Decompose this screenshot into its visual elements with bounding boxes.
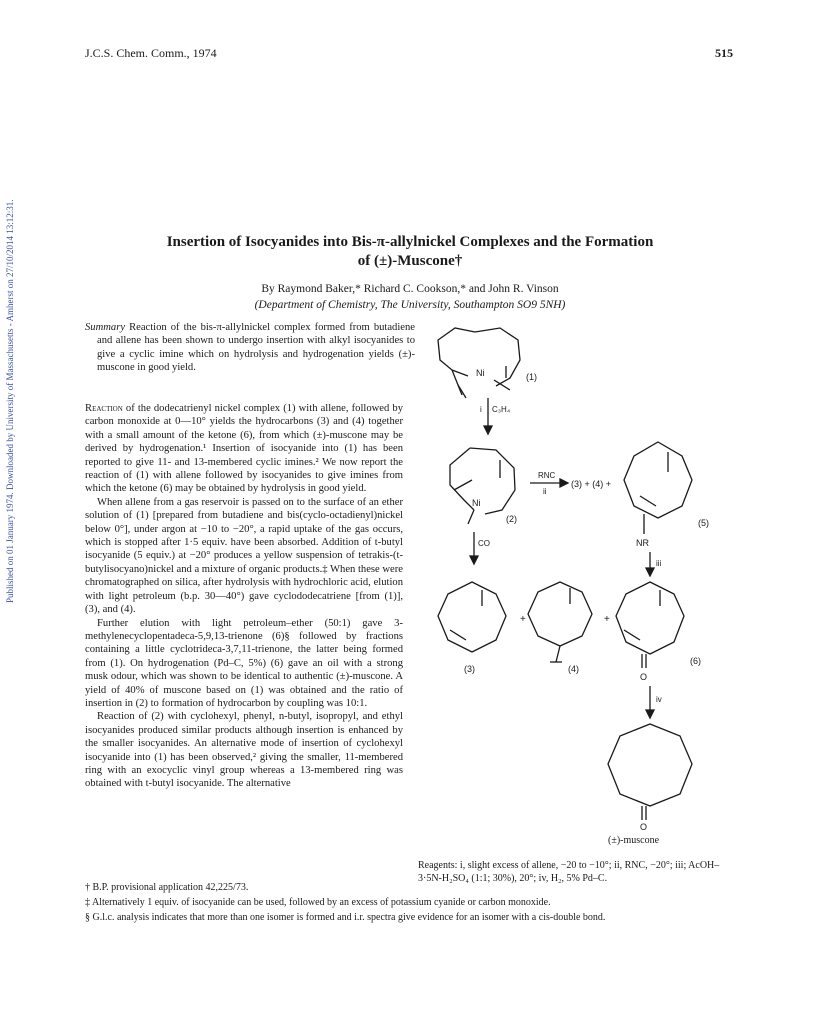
imine-nr-label: NR <box>636 538 649 548</box>
plus-sign-2: + <box>604 614 610 625</box>
nickel-label-2: Ni <box>472 498 481 508</box>
muscone-structure <box>608 724 692 820</box>
title-line-1: Insertion of Isocyanides into Bis-π-allylnickel Complexes and the Formation <box>166 234 654 250</box>
scheme-caption: Reagents: i, slight excess of allene, −20 to −10°; ii, RNC, −20°; iii; AcOH–3·5N-H₂SO₄ (1:1; 30%), 20°; iv, H₂, 5% Pd–C. <box>418 860 720 884</box>
arrow-head-i <box>484 426 492 434</box>
compound-1-structure <box>438 328 520 398</box>
title-line-2: of (±)-Muscone† <box>357 253 463 269</box>
muscone-label: (±)-muscone <box>608 835 660 846</box>
compound-5-label: (5) <box>698 518 709 528</box>
compound-4-label: (4) <box>568 664 579 674</box>
summary-label: Summary <box>85 322 126 333</box>
compound-4-structure <box>528 582 592 662</box>
reagent-rnc: RNC <box>538 471 556 480</box>
compound-3-label: (3) <box>464 664 475 674</box>
ketone-oxygen-6: O <box>640 672 648 682</box>
step-ii-label: ii <box>543 487 547 496</box>
body-text <box>85 402 403 791</box>
paragraph-1-text: of the dodecatrienyl nickel complex (1) with allene, followed by carbon monoxide at 0—10° yields the hydrocarbons (3) and (4) together with a small amount of the ketone (6), from which (±)-muscone may be derived by hydrogenation.¹ Insertion of isocyanide into (1) has been reported to give 11- and 13-membered cyclic imines.² We now report the reaction of (1) with allene followed by isocyanides to give imines from which the ketone (6) may be obtained by hydrolysis in good yield. <box>85 403 403 495</box>
paragraph-3: Further elution with light petroleum–ether (50:1) gave 3-methylenecyclopentadeca-5,9,13-trienone (6)§ followed by fractions containing a little cyclotrideca-3,7,11-trienone, the latter being formed from (1). On hydrogenation (Pd–C, 5%) (6) gave an oil with a strong musk odour, which was shown to be identical to authentic (±)-muscone. A yield of 40% of muscone based on (1) was obtained and the ratio of insertion in (2) to formation of hydrocarbon by coupling was 10:1. <box>85 617 403 709</box>
nickel-label-1: Ni <box>476 368 485 378</box>
muscone-oxygen: O <box>640 822 648 832</box>
summary-text: Reaction of the bis-π-allylnickel complex formed from butadiene and allene has been shown to undergo insertion with alkyl isocyanides to give a cyclic imine which on hydrolysis and hydrogenation yields (±)-muscone in good yield. <box>97 322 415 374</box>
download-watermark: Published on 01 January 1974. Downloaded by University of Massachusetts - Amherst on 27/10/2014 13:12:31. <box>5 199 15 603</box>
compound-2-structure <box>450 448 515 524</box>
step-iii-label: iii <box>656 559 662 568</box>
footnote-double-dagger: ‡ Alternatively 1 equiv. of isocyanide can be used, followed by an excess of potassium cyanide or carbon monoxide. <box>85 897 551 908</box>
reagent-co: CO <box>478 539 490 548</box>
summary-block <box>85 321 415 375</box>
compound-3-structure <box>438 582 506 652</box>
compound-5-structure <box>624 442 692 534</box>
step-iv-label: iv <box>656 695 662 704</box>
compound-6-structure <box>616 582 684 668</box>
arrow-head-iv <box>646 710 654 718</box>
paragraph-1 <box>85 402 403 496</box>
article-title <box>100 233 720 271</box>
footnote-dagger: † B.P. provisional application 42,225/73. <box>85 882 249 893</box>
step-i-label: i <box>480 405 482 414</box>
arrow-head-ii <box>560 479 568 487</box>
footnote-section: § G.l.c. analysis indicates that more than one isomer is formed and i.r. spectra give evidence for an isomer with a cis-double bond. <box>85 912 606 923</box>
compound-2-label: (2) <box>506 514 517 524</box>
reagent-allene: C₃H₄ <box>492 405 511 414</box>
compound-1-label: (1) <box>526 372 537 382</box>
product-list: (3) + (4) + <box>571 479 612 489</box>
page-number: 515 <box>715 46 733 60</box>
arrow-head-co <box>470 556 478 564</box>
paragraph-lead: Reaction <box>85 403 123 414</box>
paragraph-4: Reaction of (2) with cyclohexyl, phenyl, n-butyl, isopropyl, and ethyl isocyanides produced similar products although insertion is enhanced by the smaller isocyanides. An alternative mode of insertion of cyclohexyl isocyanide into (1) has been observed,² giving the smaller, 11-membered ring with an exocyclic vinyl group whereas a 13-membered ring was obtained with t-butyl isocyanide. The alternative <box>85 711 403 790</box>
author-line: By Raymond Baker,* Richard C. Cookson,* and John R. Vinson <box>261 283 559 295</box>
paragraph-2: When allene from a gas reservoir is passed on to the surface of an ether solution of (1) [prepared from butadiene and bis(cyclo-octadienyl)nickel below 0°], under argon at −10 to −20°, a rapid uptake of the gas occurs, which is stopped after 1·5 equiv. have been absorbed. Addition of t-butyl isocyanide (5 equiv.) at −20° produces a yellow suspension of tetrakis-(t-butylisocyano)nickel and a mixture of organic products.‡ When these were chromatographed on silica, after hydrolysis with hydrochloric acid, elution with light petroleum (b.p. 30—40°) gave cyclododecatriene [from (1)], (3), and (4). <box>85 496 403 616</box>
plus-sign-1: + <box>520 614 526 625</box>
arrow-head-iii <box>646 568 654 576</box>
compound-6-label: (6) <box>690 656 701 666</box>
journal-header: J.C.S. Chem. Comm., 1974 <box>85 46 217 60</box>
affiliation: (Department of Chemistry, The University, Southampton SO9 5NH) <box>254 299 566 311</box>
reaction-scheme <box>410 300 740 860</box>
